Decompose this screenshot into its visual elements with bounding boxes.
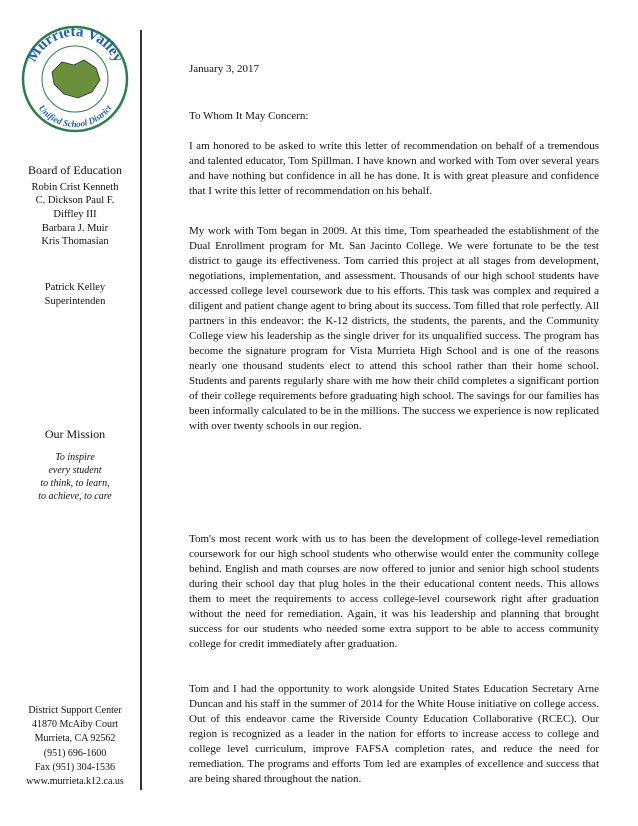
board-member: Robin Crist Kenneth	[31, 181, 119, 193]
letter-paragraph: Tom and I had the opportunity to work alongside United States Education Secretary Arne Duncan and his staff in the summer of 2014 for the White House initiative on college access. Out of this endeavor came the Riverside County Education Collaborative (RCEC). Our region is recognized as a leader in the nation for efforts to increase access to college and college level curriculum, improve FAFSA completion rates, and reduce the need for remediation. The programs and efforts Tom led are examples of excellence and success that are being shared throughout the nation.	[189, 683, 599, 785]
board-heading: Board of Education	[28, 163, 122, 177]
logo-bottom-text: Unified School District	[36, 103, 114, 130]
board-member: C. Dickson Paul F.	[35, 195, 115, 207]
contact-website[interactable]: www.murrieta.k12.ca.us	[26, 775, 124, 787]
board-of-education	[12, 163, 138, 249]
contact-phone: (951) 696-1600	[43, 747, 107, 759]
letter-paragraph: Tom's most recent work with us to has been the development of college-level remediation coursework for our high school students who otherwise would enter the community college behind. English and math courses are now offered to junior and senior high school students during their school day that plug holes in the their educational content needs. This allows them to meet the requirements to access college-level coursework right after graduation without the need for remediation. Again, it was his leadership and planning that brought success for our students who needed some extra support to be able to access community college for credit immediately after graduation.	[189, 533, 599, 650]
contact-city: Murrieta, CA 92562	[34, 733, 116, 745]
letter-paragraph: I am honored to be asked to write this letter of recommendation on behalf of a tremendous and talented educator, Tom Spillman. I have known and worked with Tom over several years and have nothing but confidence in all he has done. It is with great pleasure and confidence that I write this letter of recommendation on his behalf.	[189, 140, 599, 197]
board-member: Barbara J. Muir	[41, 222, 109, 234]
contact-address: 41870 McAiby Court	[31, 719, 119, 731]
letter-date: January 3, 2017	[189, 63, 259, 75]
mission-heading: Our Mission	[44, 427, 106, 441]
superintendent	[12, 281, 138, 308]
contact-fax: Fax (951) 304-1536	[35, 761, 115, 773]
board-member: Kris Thomasian	[41, 236, 109, 248]
letter-salutation: To Whom It May Concern:	[189, 110, 309, 122]
superintendent-name: Patrick Kelley	[44, 282, 106, 293]
letterhead-sidebar	[0, 0, 150, 826]
vertical-divider	[140, 30, 142, 790]
district-logo	[18, 22, 132, 136]
district-contact	[12, 704, 138, 789]
contact-line: District Support Center	[28, 705, 122, 716]
board-member: Diffley III	[53, 208, 97, 220]
mission-line: to think, to learn,	[40, 477, 110, 489]
letter-paragraph: My work with Tom began in 2009. At this time, Tom spearheaded the establishment of the Dual Enrollment program for Mt. San Jacinto College. We were fortunate to be the test district to gauge its effectiveness. Tom carried this project at all stages from development, negotiations, implementation, and assessment. Thousands of our high school students have accessed college level coursework due to his efforts. This task was complex and required a diligent and patient change agent to bring about its success. Tom filled that role perfectly. All partners in this endeavor: the K-12 districts, the students, the parents, and the Community College view his leadership as the single driver for its unqualified success. The program has become the signature program for Vista Murrieta High School and is one of the reasons nearly one thousand students elect to attend this school rather than their home school. Students and parents regularly share with me how their child completes a significant portion of their college requirements before graduating high school. The savings for our families has been informally calculated to be in the millions. The success we experience is now replicated with over twenty schools in our region.	[189, 225, 600, 432]
map-icon	[52, 60, 100, 98]
mission-line: To inspire	[55, 451, 95, 463]
mission-statement	[12, 427, 138, 503]
mission-line: every student	[48, 464, 102, 476]
logo-top-text: Murrieta Valley	[24, 23, 126, 65]
superintendent-title: Superintenden	[44, 295, 106, 307]
mission-line: to achieve, to care	[38, 490, 112, 502]
